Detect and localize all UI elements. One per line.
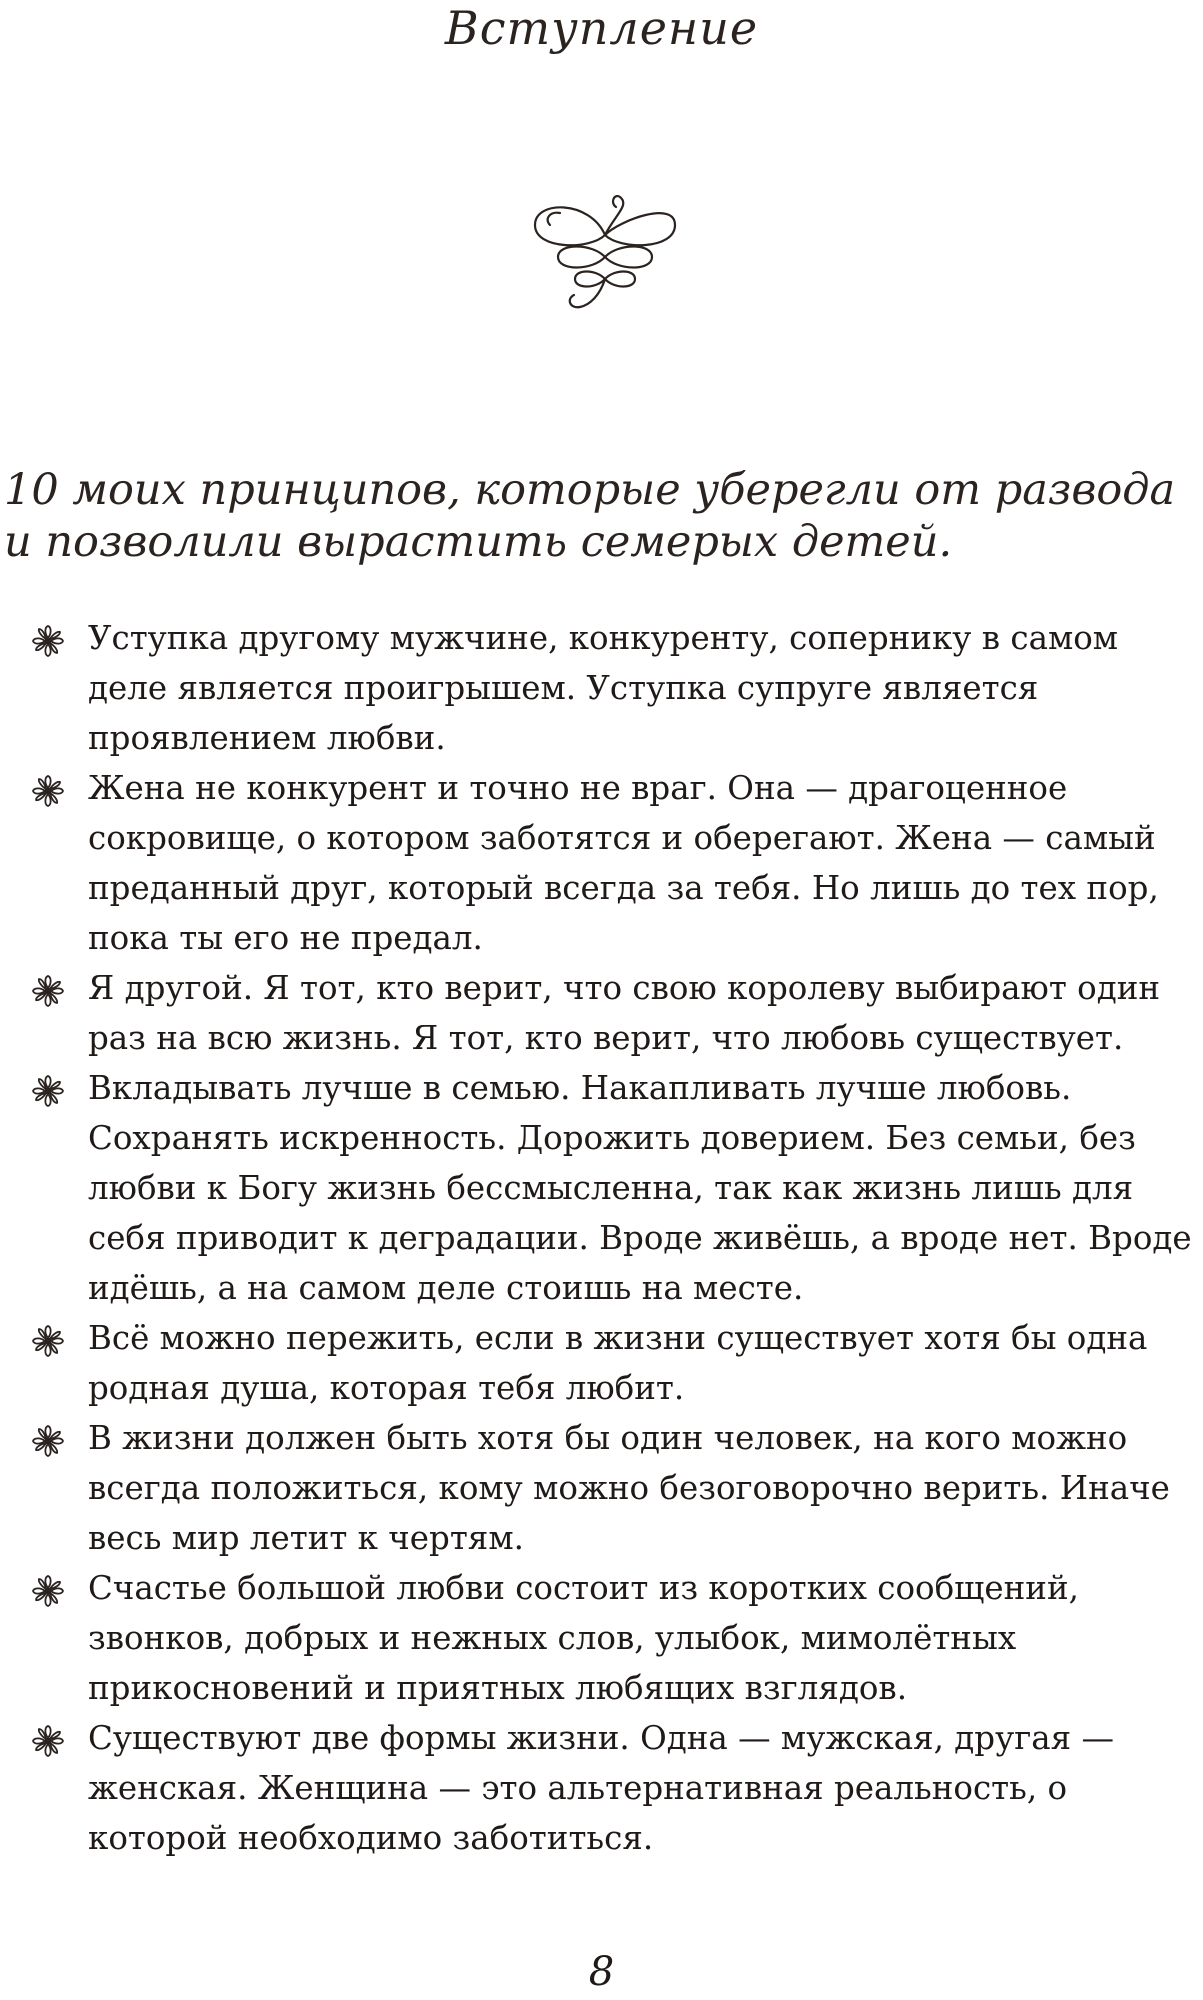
list-item bbox=[30, 963, 1195, 1063]
asterisk-flower-icon bbox=[30, 973, 66, 1009]
list-item bbox=[30, 1063, 1195, 1313]
principle-text: Жена не конкурент и точно не враг. Она — драгоценное сокровище, о котором заботятся и оберегают. Жена — самый преданный друг, который всегда за тебя. Но лишь до тех пор, пока ты его не предал. bbox=[88, 769, 1159, 957]
list-item bbox=[30, 1563, 1195, 1713]
principle-text: Я другой. Я тот, кто верит, что свою королеву выбирают один раз на всю жизнь. Я тот, кто верит, что любовь существует. bbox=[88, 969, 1161, 1057]
principle-text: Счастье большой любви состоит из коротких сообщений, звонков, добрых и нежных слов, улыбок, мимолётных прикосновений и приятных любящих взглядов. bbox=[88, 1569, 1079, 1707]
flourish-ornament-icon bbox=[520, 195, 690, 335]
list-item bbox=[30, 763, 1195, 963]
subtitle: 10 моих принципов, которые уберегли от развода и позволили вырастить семерых детей. bbox=[4, 465, 1176, 567]
list-item bbox=[30, 1313, 1195, 1413]
principle-text: Существуют две формы жизни. Одна — мужская, другая — женская. Женщина — это альтернативная реальность, о которой необходимо заботиться. bbox=[88, 1719, 1114, 1857]
list-item bbox=[30, 1413, 1195, 1563]
asterisk-flower-icon bbox=[30, 1423, 66, 1459]
asterisk-flower-icon bbox=[30, 1073, 66, 1109]
principle-text: Всё можно пережить, если в жизни существует хотя бы одна родная душа, которая тебя любит. bbox=[88, 1319, 1148, 1407]
list-item bbox=[30, 1713, 1195, 1863]
page-number: 8 bbox=[588, 1949, 615, 1995]
asterisk-flower-icon bbox=[30, 1723, 66, 1759]
principles-list bbox=[30, 613, 1195, 1863]
principle-text: Уступка другому мужчине, конкуренту, сопернику в самом деле является проигрышем. Уступка супруге является проявлением любви. bbox=[88, 619, 1119, 757]
list-item bbox=[30, 613, 1195, 763]
principle-text: Вкладывать лучше в семью. Накапливать лучше любовь. Сохранять искренность. Дорожить доверием. Без семьи, без любви к Богу жизнь бессмысленна, так как жизнь лишь для себя приводит к деградации. Вроде живёшь, а вроде нет. Вроде идёшь, а на самом деле стоишь на месте. bbox=[88, 1069, 1192, 1307]
asterisk-flower-icon bbox=[30, 623, 66, 659]
asterisk-flower-icon bbox=[30, 1573, 66, 1609]
asterisk-flower-icon bbox=[30, 1323, 66, 1359]
principle-text: В жизни должен быть хотя бы один человек, на кого можно всегда положиться, кому можно безоговорочно верить. Иначе весь мир летит к чертям. bbox=[88, 1419, 1170, 1557]
asterisk-flower-icon bbox=[30, 773, 66, 809]
page-title: Вступление bbox=[444, 1, 759, 55]
